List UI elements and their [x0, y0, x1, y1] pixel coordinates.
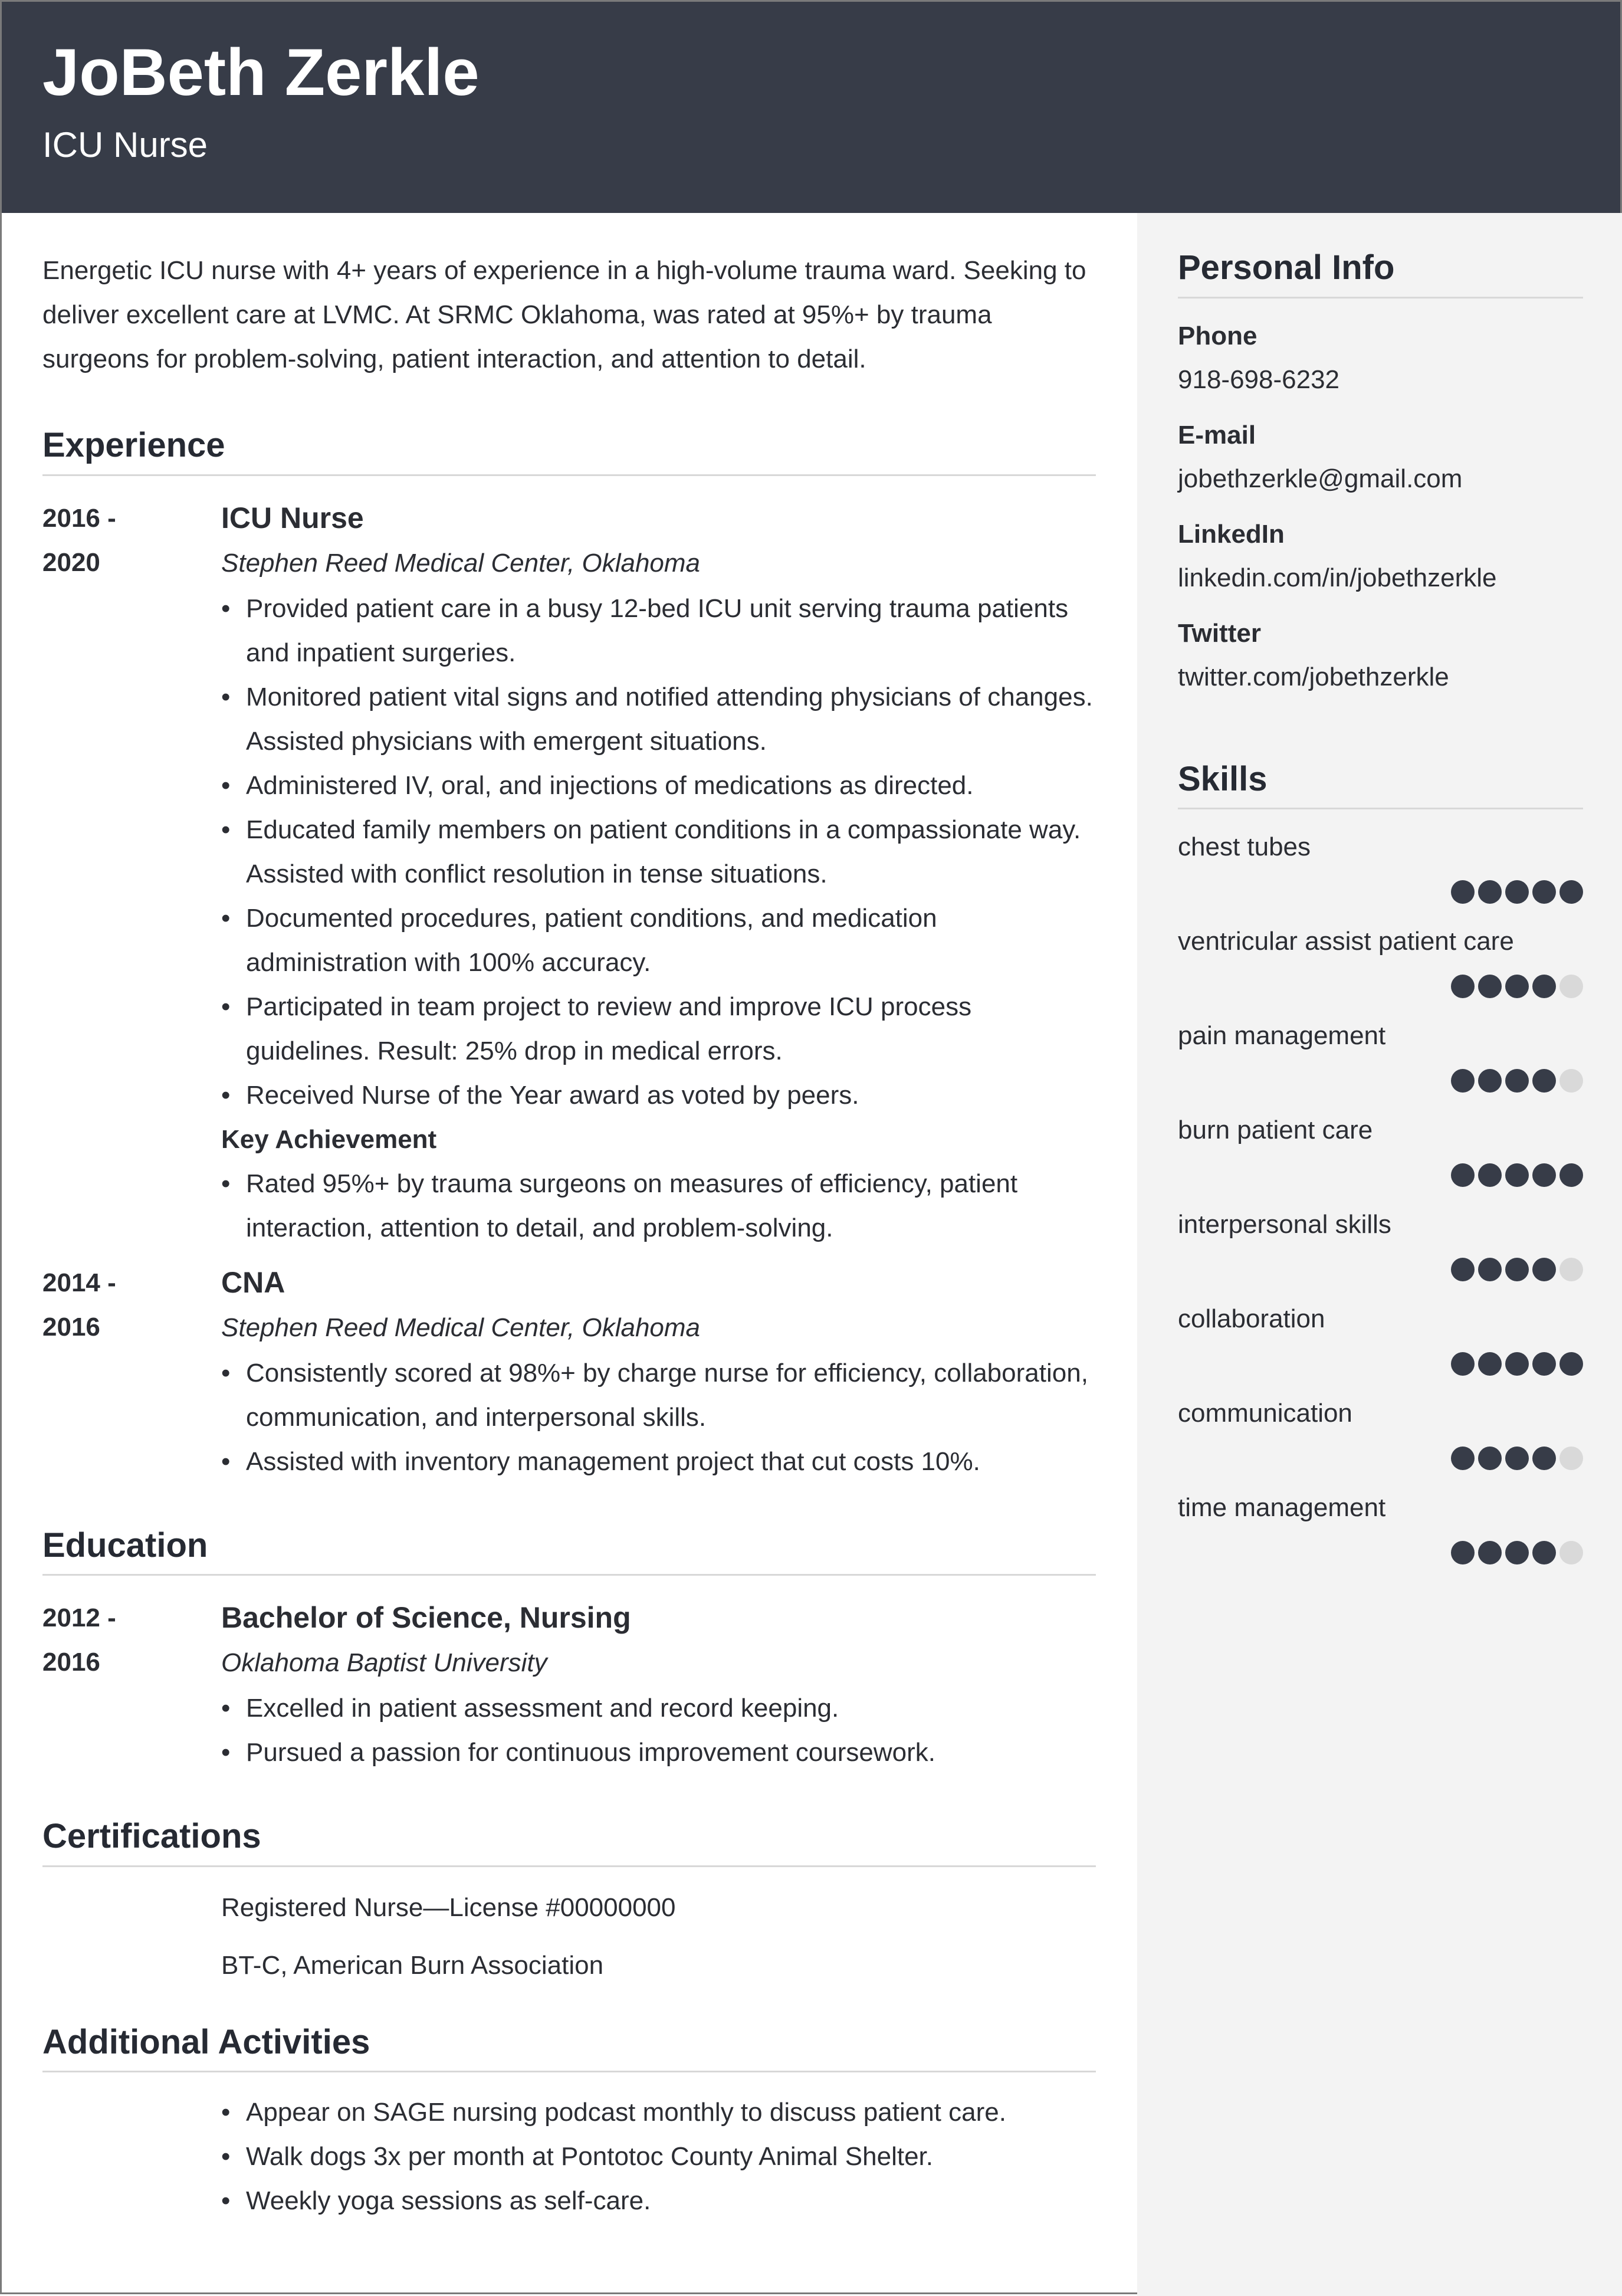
rating-dot-filled-icon	[1451, 880, 1475, 904]
sidebar-content	[1178, 247, 1583, 1564]
rating-dot-filled-icon	[1532, 975, 1556, 998]
email-label: E-mail	[1178, 420, 1256, 450]
rating-dot-filled-icon	[1451, 1541, 1475, 1564]
rating-dot-filled-icon	[1451, 1352, 1475, 1376]
section-title-education: Education	[42, 1525, 1096, 1576]
certification-item: Registered Nurse—License #00000000	[221, 1892, 676, 1922]
activities-list	[42, 2090, 1096, 2223]
list-item: • Educated family members on patient conditions in a compassionate way. Assisted with conflict resolution in tense situations.	[221, 808, 1096, 896]
key-achievement-label: Key Achievement	[221, 1124, 437, 1154]
entry-date	[42, 1261, 221, 1484]
rating-dot-empty-icon	[1559, 1447, 1583, 1470]
rating-dot-filled-icon	[1532, 1447, 1556, 1470]
skill-item	[1178, 924, 1583, 998]
entry-body	[221, 1261, 1096, 1484]
job-title: CNA	[221, 1265, 285, 1299]
rating-dot-filled-icon	[1532, 1541, 1556, 1564]
list-item: • Appear on SAGE nursing podcast monthly to discuss patient care.	[221, 2090, 1096, 2134]
entry-body	[221, 496, 1096, 1250]
skill-name: time management	[1178, 1493, 1386, 1523]
rating-dot-filled-icon	[1451, 975, 1475, 998]
rating-dot-filled-icon	[1505, 1163, 1529, 1187]
rating-dot-filled-icon	[1451, 1069, 1475, 1093]
rating-dot-filled-icon	[1478, 880, 1502, 904]
skill-rating	[1178, 1163, 1583, 1187]
rating-dot-empty-icon	[1559, 1541, 1583, 1564]
rating-dot-filled-icon	[1478, 1541, 1502, 1564]
skill-name: interpersonal skills	[1178, 1210, 1391, 1239]
linkedin-value[interactable]: linkedin.com/in/jobethzerkle	[1178, 563, 1497, 592]
date-end: 2016	[42, 1648, 100, 1677]
job-bullets	[221, 1351, 1096, 1484]
resume-header	[2, 2, 1620, 213]
rating-dot-filled-icon	[1559, 880, 1583, 904]
list-item: • Documented procedures, patient conditions, and medication administration with 100% accuracy.	[221, 896, 1096, 985]
list-item: • Provided patient care in a busy 12-bed ICU unit serving trauma patients and inpatient surgeries.	[221, 586, 1096, 675]
job-org: Stephen Reed Medical Center, Oklahoma	[221, 1313, 701, 1342]
skill-rating	[1178, 880, 1583, 904]
job-bullets	[221, 586, 1096, 1117]
list-item: • Administered IV, oral, and injections of medications as directed.	[221, 763, 1096, 808]
rating-dot-filled-icon	[1559, 1163, 1583, 1187]
skill-name: ventricular assist patient care	[1178, 927, 1514, 956]
section-title-skills: Skills	[1178, 759, 1583, 810]
date-start: 2012 -	[42, 1603, 116, 1633]
education-entry	[42, 1596, 1096, 1775]
section-title-experience: Experience	[42, 425, 1096, 476]
list-item: • Consistently scored at 98%+ by charge nurse for efficiency, collaboration, communication, and interpersonal skills.	[221, 1351, 1096, 1439]
twitter-label: Twitter	[1178, 618, 1261, 648]
job-title: ICU Nurse	[221, 501, 364, 534]
list-item: • Assisted with inventory management project that cut costs 10%.	[221, 1439, 1096, 1484]
section-title-personal-info: Personal Info	[1178, 247, 1583, 299]
candidate-role: ICU Nurse	[42, 125, 208, 165]
skill-item	[1178, 1301, 1583, 1376]
skill-name: pain management	[1178, 1021, 1386, 1051]
section-title-activities: Additional Activities	[42, 2022, 1096, 2073]
section-title-certifications: Certifications	[42, 1816, 1096, 1867]
education-section	[42, 1525, 1096, 1775]
skill-rating	[1178, 1069, 1583, 1093]
degree-title: Bachelor of Science, Nursing	[221, 1601, 631, 1635]
rating-dot-filled-icon	[1478, 1258, 1502, 1281]
rating-dot-filled-icon	[1451, 1163, 1475, 1187]
experience-entry	[42, 496, 1096, 1250]
experience-section	[42, 425, 1096, 1484]
skill-item	[1178, 1490, 1583, 1564]
rating-dot-filled-icon	[1451, 1258, 1475, 1281]
skill-rating	[1178, 1447, 1583, 1470]
rating-dot-filled-icon	[1505, 1541, 1529, 1564]
certifications-section	[42, 1816, 1096, 1995]
rating-dot-filled-icon	[1505, 1352, 1529, 1376]
rating-dot-filled-icon	[1478, 1352, 1502, 1376]
job-org: Stephen Reed Medical Center, Oklahoma	[221, 548, 701, 578]
email-value[interactable]: jobethzerkle@gmail.com	[1178, 464, 1463, 493]
main-column	[42, 213, 1096, 2223]
summary: Energetic ICU nurse with 4+ years of experience in a high-volume trauma ward. Seeking to deliver excellent care at LVMC. At SRMC Oklahoma, was rated at 95%+ by trauma surgeons for problem-solving, patient interaction, and attention to detail.	[42, 256, 1086, 373]
rating-dot-filled-icon	[1478, 1069, 1502, 1093]
rating-dot-filled-icon	[1532, 1163, 1556, 1187]
skill-item	[1178, 829, 1583, 904]
skill-item	[1178, 1113, 1583, 1187]
rating-dot-empty-icon	[1559, 1069, 1583, 1093]
skill-rating	[1178, 1541, 1583, 1564]
rating-dot-filled-icon	[1505, 1258, 1529, 1281]
rating-dot-filled-icon	[1505, 975, 1529, 998]
activities-section	[42, 2022, 1096, 2223]
certification-item: BT-C, American Burn Association	[221, 1950, 604, 1980]
rating-dot-filled-icon	[1559, 1352, 1583, 1376]
skills-section	[1178, 759, 1583, 1565]
rating-dot-filled-icon	[1532, 1352, 1556, 1376]
entry-body	[221, 1596, 1096, 1775]
rating-dot-filled-icon	[1532, 880, 1556, 904]
list-item: • Participated in team project to review and improve ICU process guidelines. Result: 25% drop in medical errors.	[221, 985, 1096, 1073]
rating-dot-empty-icon	[1559, 975, 1583, 998]
rating-dot-filled-icon	[1478, 975, 1502, 998]
list-item: • Weekly yoga sessions as self-care.	[221, 2179, 1096, 2223]
rating-dot-filled-icon	[1532, 1258, 1556, 1281]
education-bullets	[221, 1686, 1096, 1775]
rating-dot-filled-icon	[1505, 880, 1529, 904]
skill-name: communication	[1178, 1399, 1352, 1428]
twitter-value[interactable]: twitter.com/jobethzerkle	[1178, 662, 1449, 691]
key-achievement-bullets	[221, 1162, 1096, 1250]
skill-name: burn patient care	[1178, 1116, 1373, 1145]
candidate-name: JoBeth Zerkle	[42, 35, 480, 109]
skill-item	[1178, 1018, 1583, 1093]
certifications-list	[42, 1879, 1096, 1995]
skill-name: collaboration	[1178, 1304, 1325, 1334]
skills-list	[1178, 829, 1583, 1564]
phone-value: 918-698-6232	[1178, 365, 1340, 394]
linkedin-label: LinkedIn	[1178, 519, 1285, 549]
date-end: 2020	[42, 547, 100, 577]
list-item: • Walk dogs 3x per month at Pontotoc County Animal Shelter.	[221, 2134, 1096, 2179]
entry-date	[42, 1596, 221, 1775]
list-item: • Pursued a passion for continuous improvement coursework.	[221, 1730, 1096, 1775]
entry-date	[42, 496, 221, 1250]
skill-item	[1178, 1207, 1583, 1281]
rating-dot-empty-icon	[1559, 1258, 1583, 1281]
rating-dot-filled-icon	[1505, 1069, 1529, 1093]
rating-dot-filled-icon	[1451, 1447, 1475, 1470]
list-item: • Received Nurse of the Year award as voted by peers.	[221, 1073, 1096, 1117]
date-start: 2014 -	[42, 1268, 116, 1297]
skill-name: chest tubes	[1178, 832, 1311, 862]
sidebar	[1137, 213, 1622, 2296]
rating-dot-filled-icon	[1505, 1447, 1529, 1470]
skill-rating	[1178, 1352, 1583, 1376]
skill-rating	[1178, 1258, 1583, 1281]
rating-dot-filled-icon	[1478, 1447, 1502, 1470]
rating-dot-filled-icon	[1532, 1069, 1556, 1093]
rating-dot-filled-icon	[1478, 1163, 1502, 1187]
date-end: 2016	[42, 1312, 100, 1341]
skill-rating	[1178, 975, 1583, 998]
skill-item	[1178, 1396, 1583, 1470]
experience-entry	[42, 1261, 1096, 1484]
school-name: Oklahoma Baptist University	[221, 1648, 547, 1678]
list-item: • Monitored patient vital signs and notified attending physicians of changes. Assisted physicians with emergent situations.	[221, 675, 1096, 763]
phone-label: Phone	[1178, 321, 1257, 350]
list-item: • Excelled in patient assessment and record keeping.	[221, 1686, 1096, 1730]
list-item: • Rated 95%+ by trauma surgeons on measures of efficiency, patient interaction, attention to detail, and problem-solving.	[221, 1162, 1096, 1250]
date-start: 2016 -	[42, 503, 116, 533]
